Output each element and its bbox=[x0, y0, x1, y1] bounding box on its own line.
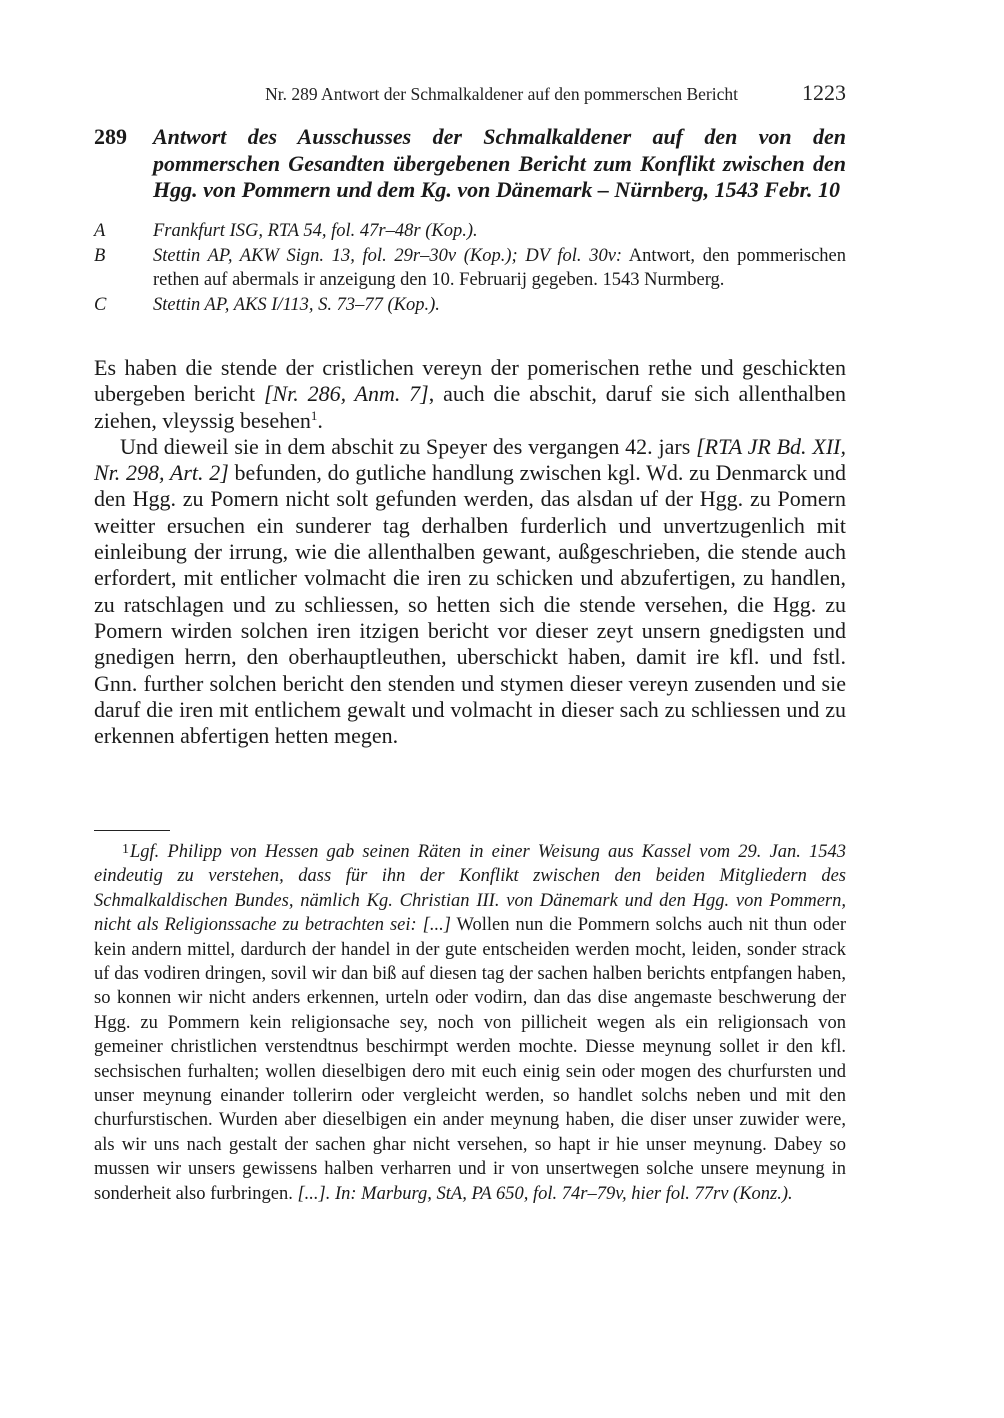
source-citation: Stettin AP, AKS I/113, S. 73–77 (Kop.). bbox=[153, 294, 440, 315]
source-list bbox=[94, 219, 846, 317]
text-run: Es haben die stende der cristlichen vereyn der pomerischen rethe und geschickten ubergeben bericht bbox=[94, 355, 846, 407]
running-title: Nr. 289 Antwort der Schmalkaldener auf den pommerschen Bericht bbox=[265, 84, 738, 104]
text-run: . bbox=[317, 407, 323, 433]
source-entry bbox=[94, 219, 846, 244]
text-run: , auch die abschit, daruf sie sich allenthalben ziehen, vleyssig besehen bbox=[94, 381, 846, 433]
running-head bbox=[94, 80, 846, 110]
cross-reference: [Nr. 286, Anm. 7] bbox=[263, 381, 429, 407]
footnote-commentary: Lgf. Philipp von Hessen gab seinen Räten in einer Weisung aus Kassel vom 29. Jan. 1543 eindeutig zu verstehen, dass für ihn der Konflikt zwischen den beiden Mitgliedern des Schmalkaldischen Bundes, nämlich Kg. Christian III. von Dänemark und den Hgg. von Pommern, nicht als Religionssache zu betrachten sei: [...] bbox=[94, 842, 846, 936]
main-text bbox=[94, 355, 846, 749]
source-citation: Frankfurt ISG, RTA 54, fol. 47r–48r (Kop.). bbox=[153, 221, 478, 241]
source-siglum: C bbox=[94, 294, 107, 315]
page-number: 1223 bbox=[802, 80, 846, 105]
document-title: Antwort des Ausschusses der Schmalkaldener auf den von den pommerschen Gesandten übergebenen Bericht zum Konflikt zwischen den Hgg. von Pommern und dem Kg. von Dänemark – Nürnberg, 1543 Febr. 10 bbox=[153, 124, 846, 202]
paragraph bbox=[94, 434, 846, 750]
footnote-marker[interactable]: 1 bbox=[310, 407, 318, 423]
footnote-number: 1 bbox=[122, 842, 129, 857]
document-heading bbox=[94, 124, 846, 204]
source-siglum: A bbox=[94, 221, 106, 241]
source-entry bbox=[94, 244, 846, 293]
source-note: Antwort, den pommerischen rethen auf abermals ir anzeigung den 10. Februarij gegeben. 1543 Nurmberg. bbox=[153, 245, 847, 290]
footnote-quotation: Wollen nun die Pommern solchs auch nit thun oder kein andern mittel, dardurch der handel in der gute entscheiden werden mocht, leiden, sonder strack uf das vodiren dringen, sovil wir dan biß auf diesen tag der sachen halben berichts entpfangen haben, so konnen wir nicht anders erkennen, urteln oder vodirn, dan das dise angemaste beschwerung der Hgg. zu Pommern kein religionsache sey, noch von pillicheit wegen als ein religionsach von gemeiner christlichen verstendtnus beschirmpt werden mochte. Diesse meynung sollet ir den kfl. sechsischen furhalten; wollen dieselbigen dero mit euch einig sein oder mogen des churfursten und unser meynung einander tollerirn oder vergleicht werden, so handlet solchs neben und mit den churfurstischen. Wurden aber dieselbigen ein ander meynung haben, die diser unser zuwider were, als wir uns nach gestalt der sachen ghar nicht versehen, so hapt ir hie unser meynung. Dabey so mussen wir unsers gewissens halben verharren und ir von unsertwegen solche unsere meynung in sonderheit also furbringen. bbox=[94, 915, 846, 1204]
document-number: 289 bbox=[94, 124, 127, 149]
footnote bbox=[94, 838, 846, 1206]
cross-reference: [RTA JR Bd. XII, Nr. 298, Art. 2] bbox=[94, 433, 846, 486]
source-siglum: B bbox=[94, 245, 106, 266]
source-citation: Stettin AP, AKW Sign. 13, fol. 29r–30v (Kop.); DV fol. 30v: bbox=[153, 245, 623, 266]
paragraph bbox=[94, 355, 846, 434]
footnote-rule bbox=[94, 830, 170, 831]
footnote-citation: [...]. In: Marburg, StA, PA 650, fol. 74r–79v, hier fol. 77rv (Konz.). bbox=[292, 1183, 793, 1204]
source-entry bbox=[94, 293, 846, 318]
text-run: befunden, do gutliche handlung zwischen kgl. Wd. zu Denmarck und den Hgg. zu Pomern nicht solt gefunden werden, das alsdan uf der Hgg. zu Pomern weitter ersuchen ein sunderer tag derhalben furderlich und unvertzugenlich mit einleibung der irrung, wie die allenthalben gewant, außgeschrieben, die stende auch erfordert, mit entlicher volmacht die iren zu schicken und abzufertigen, zu handlen, zu ratschlagen und zu schliessen, so hetten sich die stende versehen, die Hgg. zu Pomern wirden solchen iren itzigen bericht vor dieser zeyt unsern gnedigsten und gnedigen herrn, den oberhauptleuthen, uberschickt haben, damit ire kfl. und fstl. Gnn. further solchen bericht den stenden und stymen dieser vereyn zusenden und sie daruf die iren mit entlichem gewalt und volmacht in dieser sach zu schliessen und zu erkennen abfertigen hetten megen. bbox=[94, 460, 846, 749]
text-run: Und dieweil sie in dem abschit zu Speyer des vergangen 42. jars bbox=[120, 433, 697, 459]
